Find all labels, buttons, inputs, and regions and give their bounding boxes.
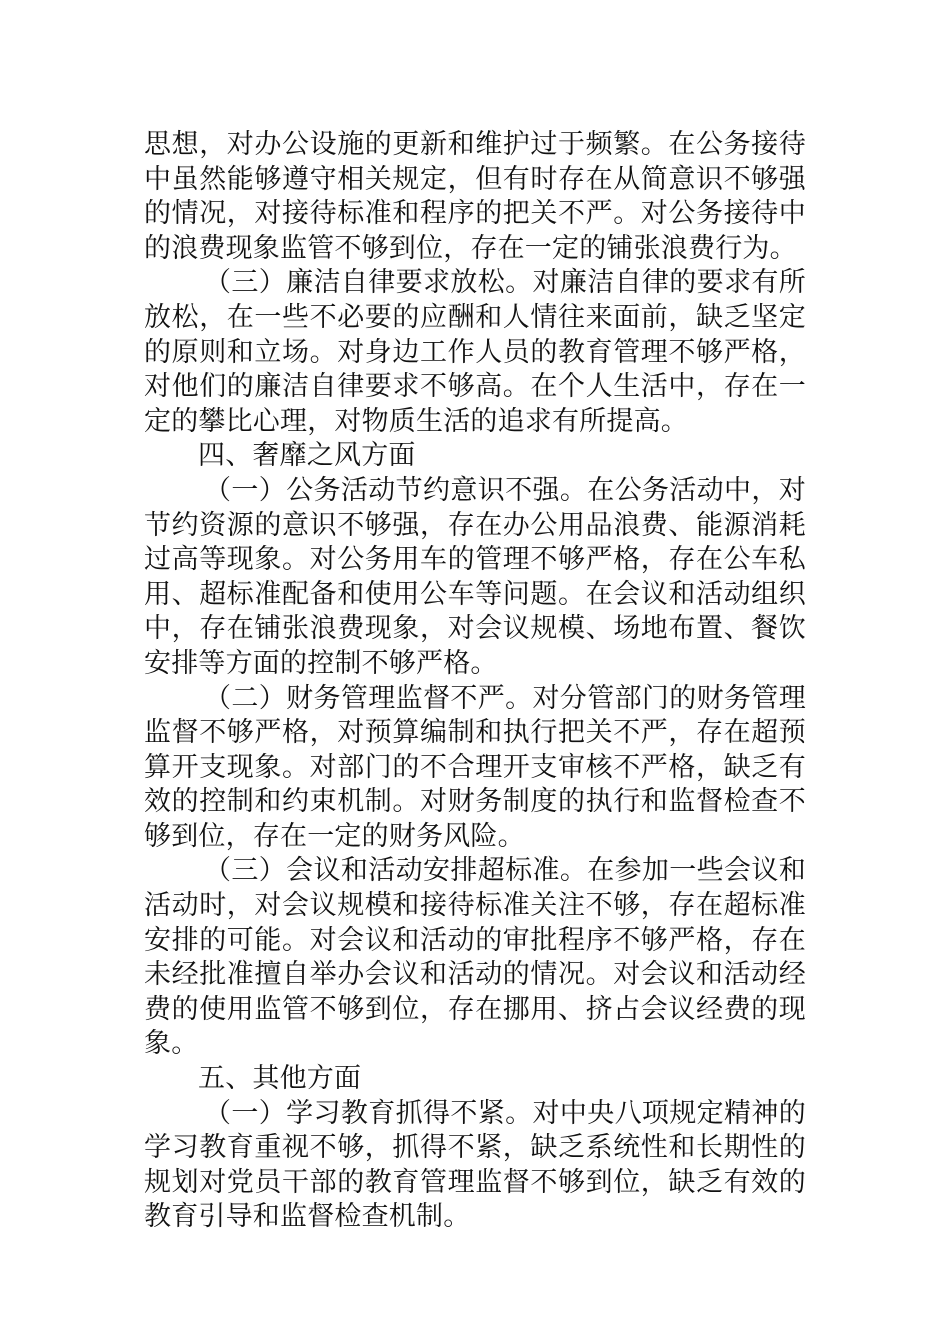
paragraph-financial-supervision: （二）财务管理监督不严。对分管部门的财务管理监督不够严格，对预算编制和执行把关不严，存在超预算开支现象。对部门的不合理开支审核不严格，缺乏有效的控制和约束机制。对财务制度的执行和监督检查不够到位，存在一定的财务风险。: [144, 682, 806, 852]
paragraph-meeting-standards: （三）会议和活动安排超标准。在参加一些会议和活动时，对会议规模和接待标准关注不够，存在超标准安排的可能。对会议和活动的审批程序不够严格，存在未经批准擅自举办会议和活动的情况。对会议和活动经费的使用监管不够到位，存在挪用、挤占会议经费的现象。: [144, 855, 806, 1060]
section-heading-other: 五、其他方面: [198, 1063, 362, 1095]
document-body: [144, 128, 806, 1235]
paragraph-continuation: 思想，对办公设施的更新和维护过于频繁。在公务接待中虽然能够遵守相关规定，但有时存在从简意识不够强的情况，对接待标准和程序的把关不严。对公务接待中的浪费现象监管不够到位，存在一定的铺张浪费行为。: [144, 129, 806, 264]
paragraph-study-education: （一）学习教育抓得不紧。对中央八项规定精神的学习教育重视不够，抓得不紧，缺乏系统性和长期性的规划对党员干部的教育管理监督不够到位，缺乏有效的教育引导和监督检查机制。: [144, 1097, 806, 1233]
paragraph-official-activities-saving: （一）公务活动节约意识不强。在公务活动中，对节约资源的意识不够强，存在办公用品浪费、能源消耗过高等现象。对公务用车的管理不够严格，存在公车私用、超标准配备和使用公车等问题。在会议和活动组织中，存在铺张浪费现象，对会议规模、场地布置、餐饮安排等方面的控制不够严格。: [144, 474, 806, 679]
paragraph-integrity-self-discipline: （三）廉洁自律要求放松。对廉洁自律的要求有所放松，在一些不必要的应酬和人情往来面前，缺乏坚定的原则和立场。对身边工作人员的教育管理不够严格，对他们的廉洁自律要求不够高。在个人生活中，存在一定的攀比心理，对物质生活的追求有所提高。: [144, 267, 806, 437]
section-heading-extravagance: 四、奢靡之风方面: [198, 440, 416, 472]
